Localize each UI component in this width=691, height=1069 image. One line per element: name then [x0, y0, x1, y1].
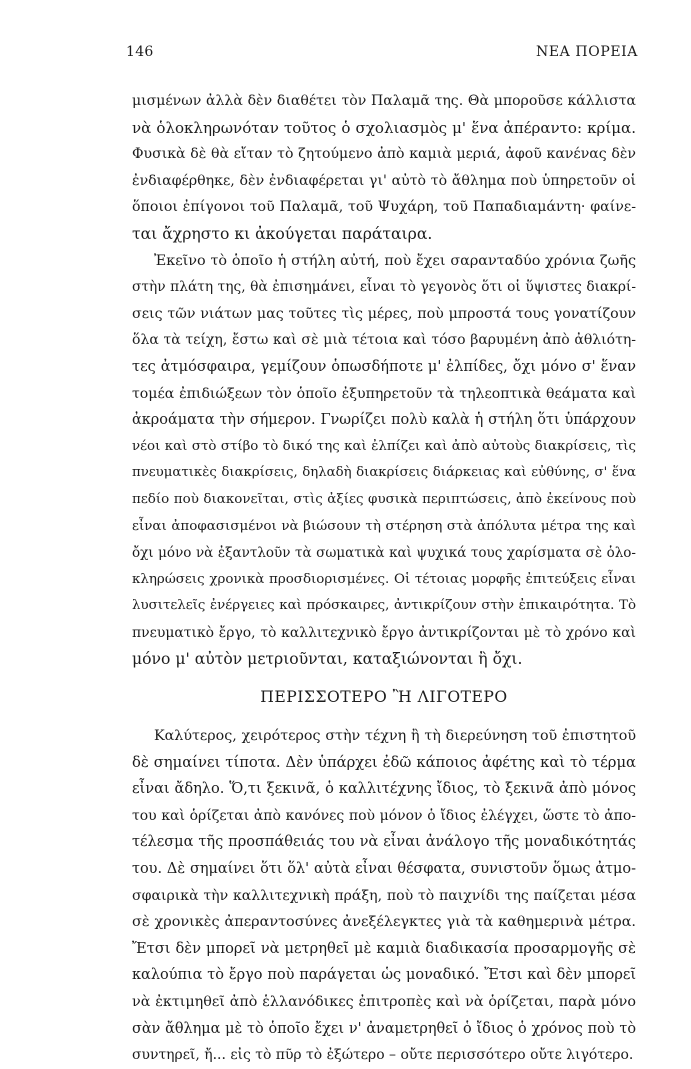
text-line: ὅποιοι ἐπίγονοι τοῦ Παλαμᾶ, τοῦ Ψυχάρη, τοῦ Παπαδιαμάντη· φαίνε-: [132, 199, 636, 216]
text-line: εἶναι ἄδηλο. Ὅ,τι ξεκινᾶ, ὁ καλλιτέχνης ἴδιος, τὸ ξεκινᾶ ἀπὸ μόνος: [132, 780, 636, 798]
text-line: κληρώσεις χρονικὰ προσδιορισμένες. Οἱ τέτοιας μορφῆς ἐπιτεύξεις εἶναι: [132, 571, 636, 587]
text-line: εἶναι ἀποφασισμένοι νὰ βιώσουν τὴ στέρηση στὰ ἀπόλυτα μέτρα της καὶ: [132, 518, 636, 534]
journal-title: ΝΕΑ ΠΟΡΕΙΑ: [536, 44, 638, 60]
paragraph: [132, 88, 636, 248]
text-line: Φυσικὰ δὲ θὰ εἴταν τὸ ζητούμενο ἀπὸ καμιὰ μεριά, ἀφοῦ κανένας δὲν: [132, 146, 636, 163]
text-line: τέλεσμα τῆς προσπάθειάς του νὰ εἶναι ἀνάλογο τῆς μοναδικότητάς: [132, 834, 636, 851]
text-line: στὴν πλάτη της, θὰ ἐπισημάνει, εἶναι τὸ γεγονὸς ὅτι οἱ ὕψιστες διακρί-: [132, 279, 636, 296]
running-head: [126, 44, 638, 64]
text-line: Καλύτερος, χειρότερος στὴν τέχνη ἢ τὴ διερεύνηση τοῦ ἐπιστητοῦ: [154, 728, 636, 745]
paragraph: [132, 723, 636, 1069]
text-line: νὰ ἐκτιμηθεῖ ἀπὸ ἑλλανόδικες ἐπιτροπὲς καὶ νὰ ὁρίζεται, παρὰ μόνο: [132, 994, 636, 1010]
text-line: μόνο μ' αὐτὸν μετριοῦνται, καταξιώνονται ἢ ὄχι.: [132, 650, 523, 669]
text-line: σφαιρικὰ τὴν καλλιτεχνικὴ πράξη, ποὺ τὸ παιχνίδι της παίζεται μέσα: [132, 887, 636, 904]
text-line: του καὶ ὁρίζεται ἀπὸ κανόνες ποὺ μόνον ὁ ἴδιος ἐλέγχει, ὥστε τὸ ἀπο-: [132, 807, 636, 824]
text-line: σὰν ἄθλημα μὲ τὸ ὁποῖο ἔχει ν' ἀναμετρηθεῖ ὁ ἴδιος ὁ χρόνος ποὺ τὸ: [132, 1020, 636, 1037]
text-line: ται ἄχρηστο κι ἀκούγεται παράταιρα.: [132, 224, 433, 243]
text-line: Ἔτσι δὲν μπορεῖ νὰ μετρηθεῖ μὲ καμιὰ διαδικασία προσαρμογῆς σὲ: [132, 939, 636, 957]
paragraph: [132, 248, 636, 674]
text-line: ὄχι μόνο νὰ ἐξαντλοῦν τὰ σωματικὰ καὶ ψυχικά τους χαρίσματα σὲ ὁλο-: [132, 545, 636, 562]
text-line: τομέα ἐπιδιώξεων τὸν ὁποῖο ἐξυπηρετοῦν τὰ τηλεοπτικὰ θεάματα καὶ: [132, 385, 636, 402]
text-line: ἐνδιαφέρθηκε, δὲν ἐνδιαφέρεται γι' αὐτὸ τὸ ἄθλημα ποὺ ὑπηρετοῦν οἱ: [132, 172, 636, 189]
text-line: συντηρεῖ, ἤ... εἰς τὸ πῦρ τὸ ἐξώτερο – οὔτε περισσότερο οὔτε λιγότερο.: [132, 1047, 634, 1064]
text-line: νέοι καὶ στὸ στίβο τὸ δικό της καὶ ἐλπίζει καὶ ἀπὸ αὐτοὺς διακρίσεις, τὶς: [132, 438, 636, 454]
text-line: νὰ ὁλοκληρωνόταν τοῦτος ὁ σχολιασμὸς μ' ἕνα ἀπέραντο: κρίμα.: [132, 118, 636, 137]
text-line: μισμένων ἀλλὰ δὲν διαθέτει τὸν Παλαμᾶ της. Θὰ μποροῦσε κάλλιστα: [132, 93, 636, 109]
text-line: τες ἀτμόσφαιρα, γεμίζουν ὁπωσδήποτε μ' ἐλπίδες, ὄχι μόνο σ' ἕναν: [132, 357, 636, 375]
text-line: πνευματικὲς διακρίσεις, δηλαδὴ διακρίσεις διάρκειας καὶ εὐθύνης, σ' ἕνα: [132, 465, 636, 481]
text-line: ἀκροάματα τὴν σήμερον. Γνωρίζει πολὺ καλὰ ἡ στήλη ὅτι ὑπάρχουν: [132, 412, 636, 429]
text-line: πνευματικὸ ἔργο, τὸ καλλιτεχνικὸ ἔργο ἀντικρίζονται μὲ τὸ χρόνο καὶ: [132, 624, 636, 641]
text-line: λυσιτελεῖς ἐνέργειες καὶ πρόσκαιρες, ἀντικρίζουν στὴν ἐπικαιρότητα. Τὸ: [132, 598, 636, 614]
text-line: σεις τῶν νιάτων μας τοῦτες τὶς μέρες, ποὺ μπροστά τους γονατίζουν: [132, 305, 636, 322]
page-number: 146: [126, 44, 154, 60]
text-line: ὅλα τὰ τείχη, ἔστω καὶ σὲ μιὰ τέτοια καὶ τόσο βαρυμένη ἀπὸ ἀθλιότη-: [132, 332, 636, 349]
text-line: Ἐκεῖνο τὸ ὁποῖο ἡ στήλη αὐτή, ποὺ ἔχει σαρανταδύο χρόνια ζωῆς: [154, 252, 636, 269]
text-line: του. Δὲ σημαίνει ὅτι ὅλ' αὐτὰ εἶναι θέσφατα, συνιστοῦν ὅμως ἀτμο-: [132, 861, 636, 878]
text-line: καλούπια τὸ ἔργο ποὺ παράγεται ὡς μοναδικό. Ἔτσι καὶ δὲν μπορεῖ: [132, 967, 636, 984]
section-heading: ΠΕΡΙΣΣΟΤΕΡΟ Ἢ ΛΙΓΟΤΕΡΟ: [260, 688, 508, 707]
body-text: [132, 88, 636, 1069]
text-line: πεδίο ποὺ διακονεῖται, στὶς ἀξίες φυσικὰ περιπτώσεις, ἀπὸ ἐκείνους ποὺ: [132, 491, 636, 507]
text-line: σὲ χρονικὲς ἀπεραντοσύνες ἀνεξέλεγκτες γιὰ τὰ καθημερινὰ μέτρα.: [132, 914, 636, 931]
text-line: δὲ σημαίνει τίποτα. Δὲν ὑπάρχει ἐδῶ κάποιος ἀφέτης καὶ τὸ τέρμα: [132, 753, 636, 771]
